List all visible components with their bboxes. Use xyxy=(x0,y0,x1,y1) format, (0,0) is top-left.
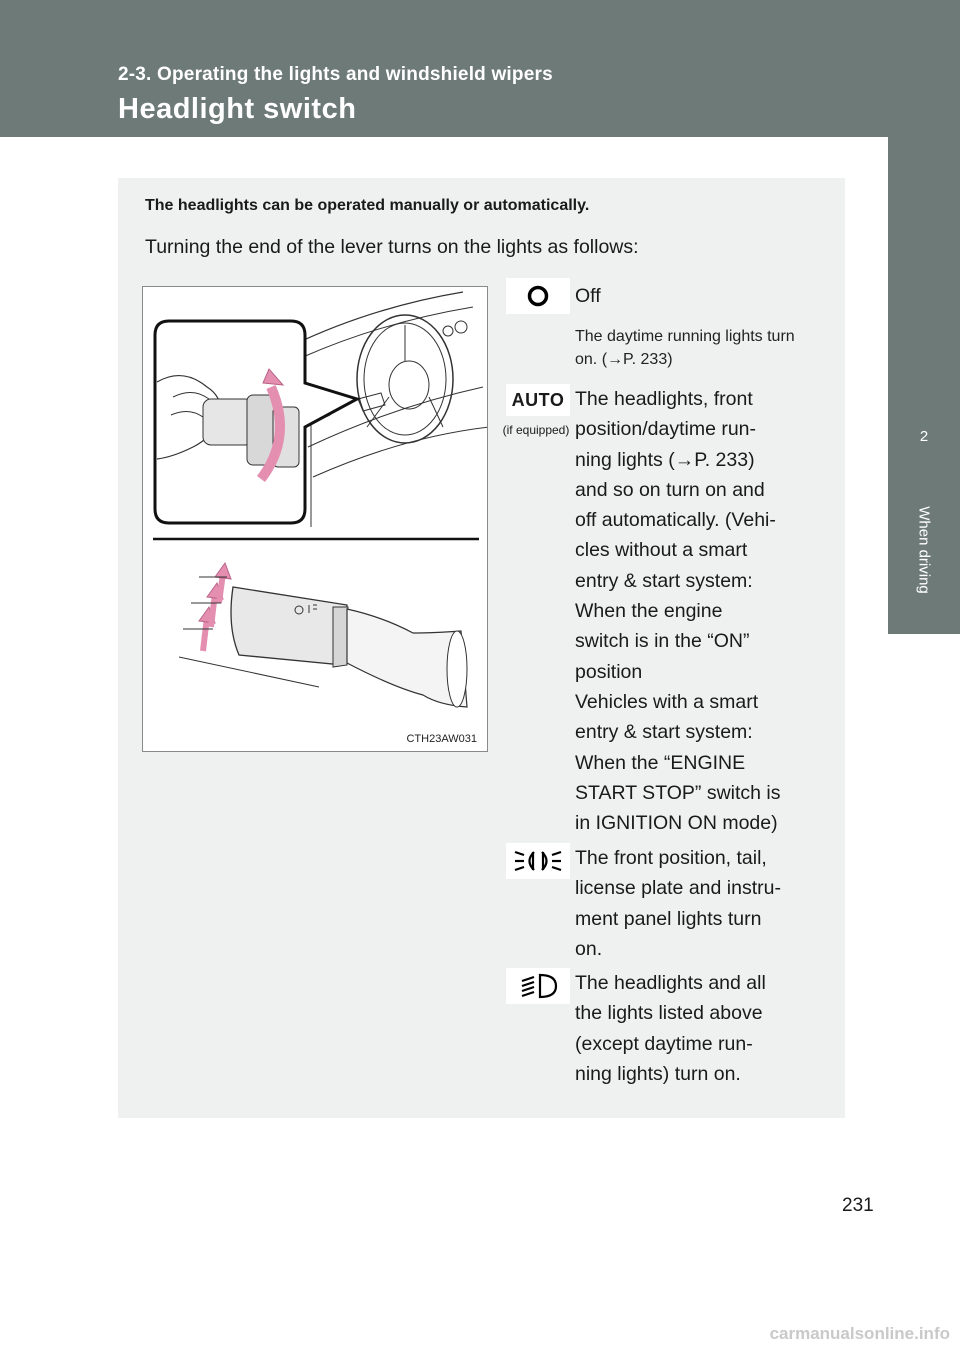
auto-line: switch is in the “ON” xyxy=(575,630,750,653)
position-icon-box xyxy=(506,843,570,879)
page-number: 231 xyxy=(842,1195,874,1216)
auto-line: When the engine xyxy=(575,600,723,623)
auto-icon: AUTO xyxy=(506,384,570,416)
off-circle-icon xyxy=(527,285,549,307)
headlight-line: (except daytime run- xyxy=(575,1032,753,1055)
headlight-description xyxy=(575,968,813,1089)
auto-line: entry & start system: xyxy=(575,569,753,592)
position-line: ment panel lights turn xyxy=(575,907,762,930)
auto-line: and so on turn on and xyxy=(575,478,765,501)
auto-line: cles without a smart xyxy=(575,539,748,562)
chapter-name: When driving xyxy=(915,506,933,594)
intro-bold-text: The headlights can be operated manually or automatically. xyxy=(145,197,590,214)
auto-line: The headlights, front xyxy=(575,388,753,410)
auto-line: Vehicles with a smart xyxy=(575,690,759,713)
position-line: on. xyxy=(575,937,603,960)
auto-line: When the “ENGINE xyxy=(575,751,746,774)
position-line: The front position, tail, xyxy=(575,847,767,869)
headlight-line: ning lights) turn on. xyxy=(575,1062,741,1085)
position-line: license plate and instru- xyxy=(575,877,781,900)
lever-illustration xyxy=(142,286,488,752)
page-title: Headlight switch xyxy=(118,93,357,125)
lever-drawing xyxy=(143,287,488,752)
headlight-line: The headlights and all xyxy=(575,972,766,994)
auto-line: position xyxy=(575,660,643,683)
intro-text: Turning the end of the lever turns on the lights as follows: xyxy=(145,236,639,258)
section-label: 2-3. Operating the lights and windshield wipers xyxy=(118,64,553,85)
chapter-tab xyxy=(888,390,960,634)
headlight-icon xyxy=(516,971,560,1001)
auto-line: position/daytime run- xyxy=(575,418,757,441)
auto-line: in IGNITION ON mode) xyxy=(575,812,778,835)
headlight-icon-box xyxy=(506,968,570,1004)
auto-line: START STOP” switch is xyxy=(575,781,781,804)
position-description xyxy=(575,843,813,964)
position-lights-icon xyxy=(512,846,564,876)
auto-line: off automatically. (Vehi- xyxy=(575,509,776,532)
auto-description xyxy=(575,384,813,838)
off-label: Off xyxy=(575,285,601,307)
page-header xyxy=(0,0,888,137)
if-equipped-note: (if equipped) xyxy=(502,423,570,437)
off-icon-box xyxy=(506,278,570,314)
off-note: The daytime running lights turn on. (→P. 233) xyxy=(575,328,795,368)
headlight-line: the lights listed above xyxy=(575,1002,763,1025)
auto-line: ning lights (→P. 233) xyxy=(575,448,755,471)
side-tab-background xyxy=(888,0,960,390)
figure-code: CTH23AW031 xyxy=(406,733,477,745)
watermark: carmanualsonline.info xyxy=(769,1324,950,1343)
chapter-number: 2 xyxy=(919,428,929,445)
auto-line: entry & start system: xyxy=(575,721,753,744)
